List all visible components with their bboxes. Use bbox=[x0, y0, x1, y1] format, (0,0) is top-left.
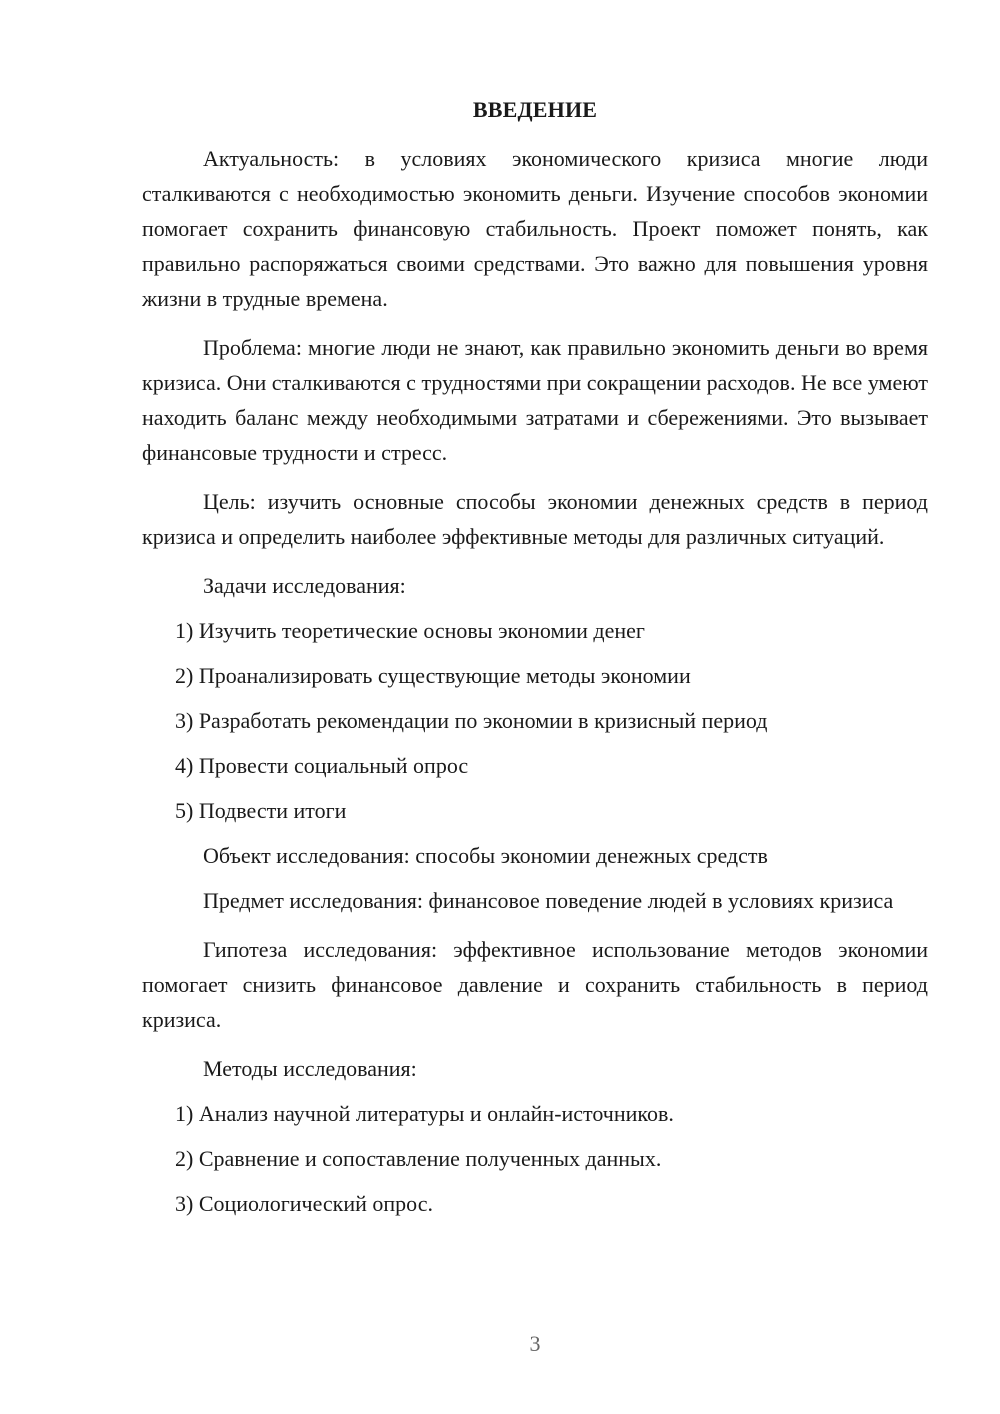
task-item: 2) Проанализировать существующие методы экономии bbox=[175, 663, 691, 688]
tasks-heading: Задачи исследования: bbox=[203, 573, 406, 598]
method-item: 3) Социологический опрос. bbox=[175, 1191, 433, 1216]
task-item: 3) Разработать рекомендации по экономии в кризисный период bbox=[175, 708, 768, 733]
hypothesis-paragraph: Гипотеза исследования: эффективное использование методов экономии помогает снизить финансовое давление и сохранить стабильность в период кризиса. bbox=[142, 937, 928, 1032]
goal-paragraph: Цель: изучить основные способы экономии денежных средств в период кризиса и определить наиболее эффективные методы для различных ситуаций. bbox=[142, 489, 928, 549]
method-item: 2) Сравнение и сопоставление полученных данных. bbox=[175, 1146, 662, 1171]
object-paragraph: Объект исследования: способы экономии денежных средств bbox=[203, 843, 768, 868]
subject-paragraph: Предмет исследования: финансовое поведение людей в условиях кризиса bbox=[203, 888, 894, 913]
task-item: 5) Подвести итоги bbox=[175, 798, 347, 823]
task-item: 4) Провести социальный опрос bbox=[175, 753, 469, 778]
document-title: ВВЕДЕНИЕ bbox=[472, 97, 598, 122]
task-item: 1) Изучить теоретические основы экономии денег bbox=[175, 618, 645, 643]
method-item: 1) Анализ научной литературы и онлайн-источников. bbox=[175, 1101, 674, 1126]
document-page bbox=[142, 93, 928, 1221]
methods-heading: Методы исследования: bbox=[203, 1056, 417, 1081]
relevance-paragraph: Актуальность: в условиях экономического кризиса многие люди сталкиваются с необходимостью экономить деньги. Изучение способов экономии помогает сохранить финансовую стабильность. Проект поможет понять, как правильно распоряжаться своими средствами. Это важно для повышения уровня жизни в трудные времена. bbox=[142, 146, 928, 311]
page-number: 3 bbox=[529, 1331, 541, 1356]
problem-paragraph: Проблема: многие люди не знают, как правильно экономить деньги во время кризиса. Они сталкиваются с трудностями при сокращении расходов. Не все умеют находить баланс между необходимыми затратами и сбережениями. Это вызывает финансовые трудности и стресс. bbox=[142, 335, 928, 465]
